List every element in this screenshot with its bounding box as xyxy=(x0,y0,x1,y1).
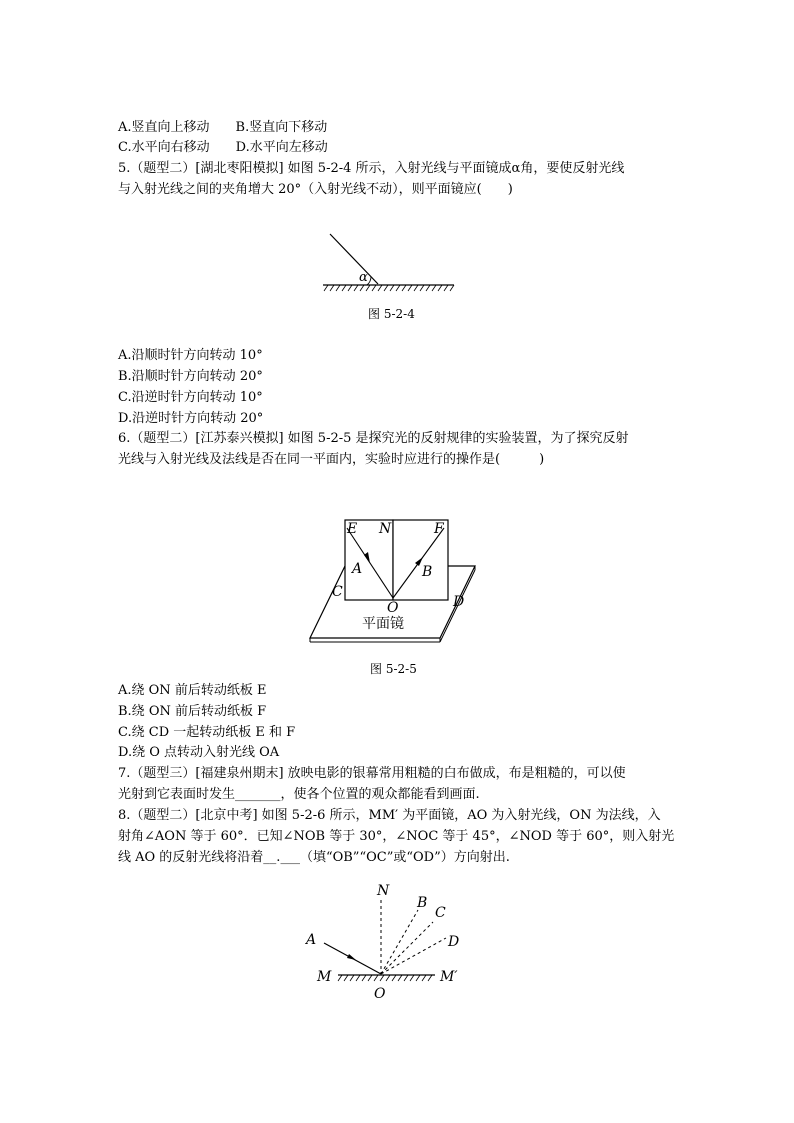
q6-option-a: A.绕 ON 前后转动纸板 E xyxy=(118,683,267,698)
figure-5-2-4 xyxy=(318,228,458,298)
label-a: A xyxy=(352,561,363,577)
q5-text-line1: 5.（题型二）[湖北枣阳模拟] 如图 5-2-4 所示，入射光线与平面镜成α角，要使反射光线 xyxy=(118,161,625,176)
label-o: O xyxy=(387,600,399,616)
q6-option-c: C.绕 CD 一起转动纸板 E 和 F xyxy=(118,725,296,740)
mirror-hatching xyxy=(324,285,454,291)
label-n: N xyxy=(377,883,390,899)
q5-option-a: A.沿顺时针方向转动 10° xyxy=(118,348,263,363)
incident-ray xyxy=(330,234,378,284)
q4-options-row1: A.竖直向上移动 B.竖直向下移动 xyxy=(118,120,328,135)
ray-od xyxy=(381,938,446,974)
label-c: C xyxy=(332,584,343,600)
q8-text-line2: 射角∠AON 等于 60°．已知∠NOB 等于 30°，∠NOC 等于 45°，∠NOD 等于 60°，则入射光 xyxy=(118,829,675,844)
q6-text-line1: 6.（题型二）[江苏泰兴模拟] 如图 5-2-5 是探究光的反射规律的实验装置，为了探究反射 xyxy=(118,431,629,446)
q7-text-line1: 7.（题型三）[福建泉州期末] 放映电影的银幕常用粗糙的白布做成，布是粗糙的，可以使 xyxy=(118,766,626,781)
label-d: D xyxy=(448,934,460,950)
figure-5-2-5-caption: 图 5-2-5 xyxy=(370,662,417,676)
label-m-prime: M′ xyxy=(440,969,458,985)
q6-option-b: B.绕 ON 前后转动纸板 F xyxy=(118,704,267,719)
label-e: E xyxy=(347,521,358,537)
figure-5-2-5 xyxy=(300,508,490,648)
q5-option-d: D.沿逆时针方向转动 20° xyxy=(118,411,264,426)
label-b: B xyxy=(417,895,428,911)
label-c: C xyxy=(435,905,446,921)
q6-text-line2: 光线与入射光线及法线是否在同一平面内，实验时应进行的操作是( ) xyxy=(118,452,545,467)
alpha-label: α xyxy=(359,270,368,285)
q5-option-b: B.沿顺时针方向转动 20° xyxy=(118,369,263,384)
label-a: A xyxy=(306,932,317,948)
q5-option-c: C.沿逆时针方向转动 10° xyxy=(118,390,263,405)
ray-oc xyxy=(381,922,433,974)
figure-5-2-6 xyxy=(300,880,480,1005)
label-d: D xyxy=(453,594,465,610)
q6-option-d: D.绕 O 点转动入射光线 OA xyxy=(118,745,280,760)
label-m: M xyxy=(317,969,332,985)
label-o: O xyxy=(374,986,386,1002)
mirror-hatching xyxy=(338,975,432,981)
label-f: F xyxy=(434,521,444,537)
q4-options-row2: C.水平向右移动 D.水平向左移动 xyxy=(118,140,328,155)
arrow-ao xyxy=(347,954,356,960)
q8-text-line3: 线 AO 的反射光线将沿着__.___（填“OB”“OC”或“OD”）方向射出. xyxy=(118,850,510,865)
q7-text-line2: 光射到它表面时发生_______，使各个位置的观众都能看到画面. xyxy=(118,787,480,802)
label-n: N xyxy=(379,521,392,537)
q8-text-line1: 8.（题型二）[北京中考] 如图 5-2-6 所示，MM′ 为平面镜，AO 为入射光线，ON 为法线，入 xyxy=(118,808,661,823)
figure-5-2-4-caption: 图 5-2-4 xyxy=(368,307,415,321)
label-mirror: 平面镜 xyxy=(362,616,404,632)
q5-text-line2: 与入射光线之间的夹角增大 20°（入射光线不动），则平面镜应( ) xyxy=(118,182,513,197)
label-b: B xyxy=(422,564,433,580)
